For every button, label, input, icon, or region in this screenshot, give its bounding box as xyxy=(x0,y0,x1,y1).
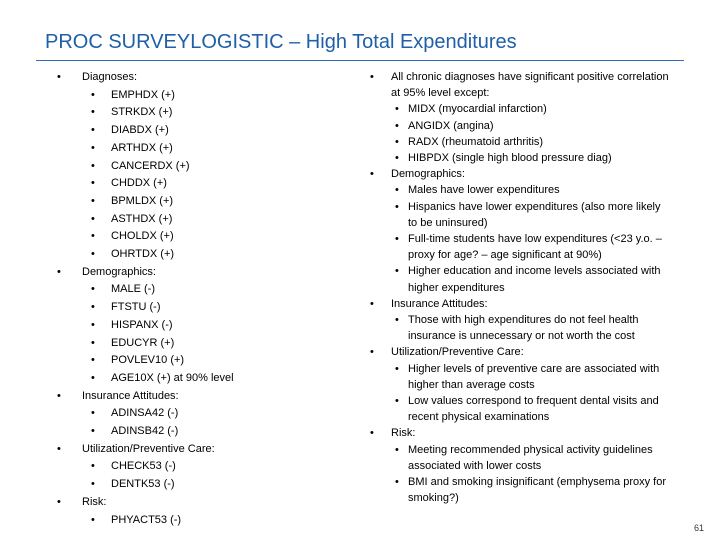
sub-bullet-text: ADINSB42 (-) xyxy=(111,425,179,438)
sub-bullet-text: Males have lower expenditures xyxy=(408,184,560,197)
sub-bullet-item xyxy=(370,231,670,263)
sub-bullet-item xyxy=(370,442,670,474)
bullet-marker: • xyxy=(395,314,399,327)
sub-bullet-text: EMPHDX (+) xyxy=(111,88,175,101)
sub-bullet-text: MALE (-) xyxy=(111,283,155,296)
sub-bullet-text: MIDX (myocardial infarction) xyxy=(408,103,547,116)
bullet-marker: • xyxy=(57,71,61,83)
page-number: 61 xyxy=(693,523,704,533)
bullet-marker: • xyxy=(91,336,95,349)
bullet-marker: • xyxy=(91,354,95,367)
sub-bullet-item xyxy=(370,182,670,198)
sub-bullet-text: Meeting recommended physical activity guidelines associated with lower costs xyxy=(408,443,653,472)
bullet-marker: • xyxy=(395,476,399,489)
bullet-marker: • xyxy=(91,248,95,261)
sub-bullet-text: BMI and smoking insignificant (emphysema proxy for smoking?) xyxy=(408,476,666,505)
bullet-marker: • xyxy=(395,265,399,278)
bullet-item xyxy=(57,69,347,87)
sub-bullet-text: DENTK53 (-) xyxy=(111,478,175,491)
bullet-marker: • xyxy=(91,478,95,491)
bullet-item xyxy=(57,388,347,406)
sub-bullet-text: HISPANX (-) xyxy=(111,318,173,331)
bullet-marker: • xyxy=(57,265,61,278)
sub-bullet-item xyxy=(370,199,670,231)
bullet-text: Demographics: xyxy=(391,168,465,181)
sub-bullet-item xyxy=(370,361,670,393)
sub-bullet-text: ASTHDX (+) xyxy=(111,212,173,225)
sub-bullet-item xyxy=(57,458,347,476)
sub-bullet-text: ADINSA42 (-) xyxy=(111,407,179,420)
bullet-marker: • xyxy=(395,395,399,408)
sub-bullet-text: Hispanics have lower expenditures (also more likely to be uninsured) xyxy=(408,200,661,229)
bullet-text: All chronic diagnoses have significant positive correlation at 95% level except: xyxy=(391,71,669,100)
sub-bullet-text: ANGIDX (angina) xyxy=(408,119,494,132)
sub-bullet-text: BPMLDX (+) xyxy=(111,194,174,207)
sub-bullet-text: Low values correspond to frequent dental visits and recent physical examinations xyxy=(408,395,659,424)
sub-bullet-item xyxy=(57,87,347,105)
bullet-marker: • xyxy=(395,103,399,116)
bullet-marker: • xyxy=(395,233,399,246)
bullet-marker: • xyxy=(91,230,95,243)
bullet-text: Insurance Attitudes: xyxy=(82,389,179,402)
bullet-item xyxy=(370,296,670,312)
sub-bullet-text: EDUCYR (+) xyxy=(111,336,175,349)
bullet-marker: • xyxy=(91,106,95,119)
sub-bullet-item xyxy=(370,263,670,295)
sub-bullet-item xyxy=(57,335,347,353)
sub-bullet-text: DIABDX (+) xyxy=(111,124,169,137)
sub-bullet-text: CHOLDX (+) xyxy=(111,230,174,243)
sub-bullet-text: CHECK53 (-) xyxy=(111,460,176,473)
sub-bullet-text: HIBPDX (single high blood pressure diag) xyxy=(408,152,612,165)
bullet-text: Insurance Attitudes: xyxy=(391,297,488,310)
bullet-text: Demographics: xyxy=(82,265,156,278)
bullet-item xyxy=(370,425,670,441)
bullet-marker: • xyxy=(57,389,61,402)
bullet-marker: • xyxy=(370,297,374,310)
bullet-item xyxy=(57,494,347,512)
sub-bullet-text: CANCERDX (+) xyxy=(111,159,190,172)
bullet-marker: • xyxy=(370,168,374,181)
bullet-text: Utilization/Preventive Care: xyxy=(391,346,524,359)
sub-bullet-item xyxy=(57,193,347,211)
sub-bullet-text: Higher levels of preventive care are associated with higher than average costs xyxy=(408,362,660,391)
sub-bullet-item xyxy=(57,299,347,317)
sub-bullet-item xyxy=(57,158,347,176)
sub-bullet-text: RADX (rheumatoid arthritis) xyxy=(408,135,544,148)
sub-bullet-item xyxy=(57,211,347,229)
bullet-marker: • xyxy=(91,371,95,384)
sub-bullet-text: Full-time students have low expenditures (<23 y.o. – proxy for age? – age significant at 90%) xyxy=(408,233,662,262)
sub-bullet-text: AGE10X (+) at 90% level xyxy=(111,371,234,384)
bullet-marker: • xyxy=(91,513,95,526)
right-bullet-column xyxy=(370,69,670,506)
sub-bullet-text: CHDDX (+) xyxy=(111,177,167,190)
sub-bullet-text: FTSTU (-) xyxy=(111,301,161,314)
slide-title: PROC SURVEYLOGISTIC – High Total Expenditures xyxy=(45,31,517,53)
bullet-text: Risk: xyxy=(391,427,416,440)
bullet-item xyxy=(370,69,670,101)
bullet-marker: • xyxy=(395,119,399,132)
bullet-marker: • xyxy=(395,443,399,456)
sub-bullet-item xyxy=(57,281,347,299)
sub-bullet-item xyxy=(57,122,347,140)
bullet-marker: • xyxy=(91,318,95,331)
sub-bullet-text: POVLEV10 (+) xyxy=(111,354,185,367)
sub-bullet-item xyxy=(57,140,347,158)
bullet-marker: • xyxy=(91,124,95,137)
bullet-marker: • xyxy=(91,177,95,190)
bullet-item xyxy=(370,344,670,360)
bullet-marker: • xyxy=(57,495,61,508)
sub-bullet-item xyxy=(57,423,347,441)
bullet-marker: • xyxy=(91,88,95,101)
sub-bullet-item xyxy=(57,228,347,246)
left-bullet-column xyxy=(57,69,347,529)
sub-bullet-item xyxy=(57,476,347,494)
sub-bullet-item xyxy=(57,175,347,193)
sub-bullet-item xyxy=(57,512,347,530)
bullet-marker: • xyxy=(91,301,95,314)
sub-bullet-item xyxy=(370,150,670,166)
bullet-marker: • xyxy=(370,346,374,359)
sub-bullet-item xyxy=(370,474,670,506)
sub-bullet-item xyxy=(370,393,670,425)
sub-bullet-item xyxy=(370,134,670,150)
sub-bullet-item xyxy=(57,104,347,122)
bullet-marker: • xyxy=(91,141,95,154)
bullet-marker: • xyxy=(91,425,95,438)
bullet-marker: • xyxy=(91,212,95,225)
bullet-marker: • xyxy=(91,283,95,296)
title-divider xyxy=(36,60,684,61)
sub-bullet-item xyxy=(57,317,347,335)
bullet-marker: • xyxy=(91,159,95,172)
bullet-marker: • xyxy=(395,135,399,148)
bullet-marker: • xyxy=(57,442,61,455)
sub-bullet-item xyxy=(57,352,347,370)
bullet-text: Diagnoses: xyxy=(82,71,138,83)
bullet-marker: • xyxy=(370,427,374,440)
bullet-marker: • xyxy=(91,194,95,207)
bullet-item xyxy=(370,166,670,182)
sub-bullet-text: Those with high expenditures do not feel health insurance is unnecessary or not worth the cost xyxy=(408,314,639,343)
bullet-text: Risk: xyxy=(82,495,107,508)
bullet-marker: • xyxy=(395,184,399,197)
sub-bullet-item xyxy=(57,370,347,388)
sub-bullet-text: STRKDX (+) xyxy=(111,106,173,119)
sub-bullet-text: OHRTDX (+) xyxy=(111,248,175,261)
bullet-marker: • xyxy=(395,362,399,375)
bullet-marker: • xyxy=(91,407,95,420)
bullet-item xyxy=(57,441,347,459)
bullet-marker: • xyxy=(91,460,95,473)
bullet-marker: • xyxy=(395,200,399,213)
bullet-item xyxy=(57,264,347,282)
sub-bullet-item xyxy=(370,101,670,117)
sub-bullet-item xyxy=(57,246,347,264)
sub-bullet-text: PHYACT53 (-) xyxy=(111,513,182,526)
sub-bullet-item xyxy=(370,312,670,344)
sub-bullet-text: Higher education and income levels associated with higher expenditures xyxy=(408,265,661,294)
sub-bullet-text: ARTHDX (+) xyxy=(111,141,173,154)
sub-bullet-item xyxy=(370,118,670,134)
sub-bullet-item xyxy=(57,405,347,423)
bullet-marker: • xyxy=(395,152,399,165)
bullet-marker: • xyxy=(370,71,374,83)
bullet-text: Utilization/Preventive Care: xyxy=(82,442,215,455)
